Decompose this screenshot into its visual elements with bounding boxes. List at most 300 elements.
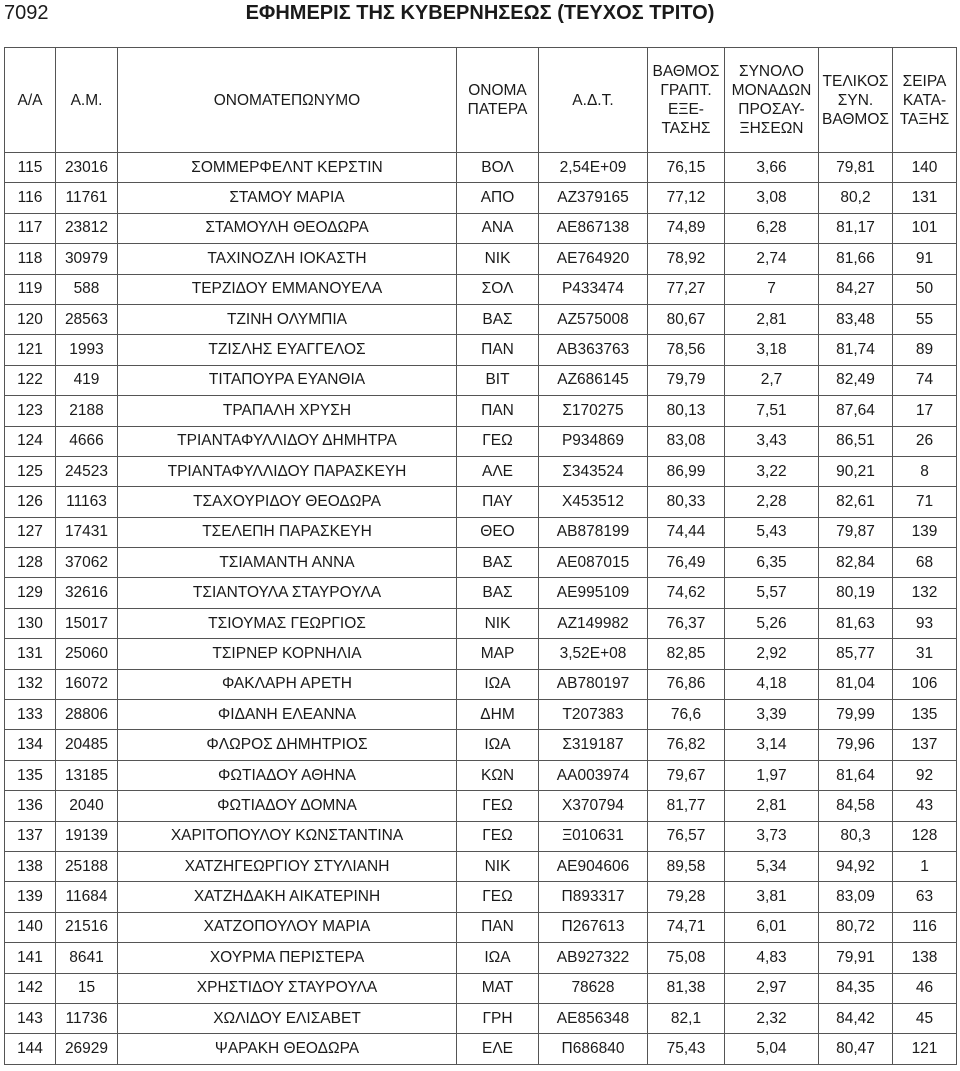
col-father-name-cell: ΓΕΩ [457,821,539,851]
col-rank-cell: 106 [893,669,957,699]
col-am-cell: 4666 [56,426,118,456]
header-line: ΒΑΘΜΟΣ [822,110,889,128]
col-final-grade-cell: 84,35 [819,973,893,1003]
col-bonus-units-cell: 2,7 [725,365,819,395]
col-fullname-cell: ΣΟΜΜΕΡΦΕΛΝΤ ΚΕΡΣΤΙΝ [118,153,457,183]
col-written-grade-cell: 76,86 [648,669,725,699]
col-rank-cell: 91 [893,244,957,274]
col-fullname-cell: ΧΑΡΙΤΟΠΟΥΛΟΥ ΚΩΝΣΤΑΝΤΙΝΑ [118,821,457,851]
col-father-name-cell: ΝΙΚ [457,244,539,274]
col-final-grade-cell: 83,48 [819,304,893,334]
col-aa-cell: 117 [5,213,56,243]
col-written-grade-cell: 80,33 [648,487,725,517]
col-aa-cell: 133 [5,700,56,730]
table-row [5,274,957,304]
col-written-grade-cell: 76,57 [648,821,725,851]
col-final-grade-cell: 79,99 [819,700,893,730]
col-rank-cell: 45 [893,1003,957,1033]
col-id-card-cell: Σ170275 [539,396,648,426]
col-father-name-cell: ΘΕΟ [457,517,539,547]
col-written-grade-cell: 76,15 [648,153,725,183]
col-fullname-cell: ΧΑΤΖΗΓΕΩΡΓΙΟΥ ΣΤΥΛΙΑΝΗ [118,851,457,881]
col-bonus-units-cell: 3,08 [725,183,819,213]
col-aa-cell: 142 [5,973,56,1003]
col-rank-cell: 116 [893,912,957,942]
col-fullname-cell: ΤΙΤΑΠΟΥΡΑ ΕΥΑΝΘΙΑ [118,365,457,395]
col-am-cell: 26929 [56,1034,118,1064]
col-id-card-cell: Ρ433474 [539,274,648,304]
col-final-grade-cell: 79,81 [819,153,893,183]
table-row [5,335,957,365]
col-bonus-units-cell: 2,92 [725,639,819,669]
col-fullname-cell: ΤΣΙΑΝΤΟΥΛΑ ΣΤΑΥΡΟΥΛΑ [118,578,457,608]
col-rank-cell: 74 [893,365,957,395]
col-bonus-units-cell: 4,18 [725,669,819,699]
col-fullname-cell: ΣΤΑΜΟΥ ΜΑΡΙΑ [118,183,457,213]
col-am-cell: 20485 [56,730,118,760]
table-row [5,213,957,243]
col-fullname-cell: ΤΡΙΑΝΤΑΦΥΛΛΙΔΟΥ ΔΗΜΗΤΡΑ [118,426,457,456]
col-written-grade-cell: 82,1 [648,1003,725,1033]
col-am-cell: 25188 [56,851,118,881]
col-fullname-cell: ΦΛΩΡΟΣ ΔΗΜΗΤΡΙΟΣ [118,730,457,760]
col-id-card-cell: ΑΖ575008 [539,304,648,334]
col-written-grade-cell: 74,89 [648,213,725,243]
col-final-grade-cell: 84,58 [819,791,893,821]
col-father-name-cell: ΠΑΝ [457,335,539,365]
page-number: 7092 [4,2,49,24]
col-aa-cell: 137 [5,821,56,851]
col-fullname-cell: ΣΤΑΜΟΥΛΗ ΘΕΟΔΩΡΑ [118,213,457,243]
col-bonus-units-cell: 3,43 [725,426,819,456]
col-am-cell: 24523 [56,456,118,486]
col-final-grade-cell: 82,49 [819,365,893,395]
col-rank-cell: 128 [893,821,957,851]
col-father-name-cell: ΒΑΣ [457,304,539,334]
header-line: ΚΑΤΑ- [902,91,947,109]
col-fullname-cell: ΦΩΤΙΑΔΟΥ ΑΘΗΝΑ [118,760,457,790]
col-am-cell: 17431 [56,517,118,547]
col-bonus-units-cell: 4,83 [725,943,819,973]
col-bonus-units-cell: 3,66 [725,153,819,183]
col-written-grade-cell: 74,62 [648,578,725,608]
table-row [5,487,957,517]
col-am-cell: 37062 [56,548,118,578]
col-fullname-cell: ΤΡΙΑΝΤΑΦΥΛΛΙΔΟΥ ΠΑΡΑΣΚΕΥΗ [118,456,457,486]
col-am-cell: 13185 [56,760,118,790]
col-rank-cell: 31 [893,639,957,669]
col-rank-cell: 68 [893,548,957,578]
header-line: ΓΡΑΠΤ. [660,82,712,99]
col-am-header [56,48,118,153]
col-written-grade-cell: 89,58 [648,851,725,881]
col-aa-cell: 143 [5,1003,56,1033]
col-id-card-cell: Ξ010631 [539,821,648,851]
col-bonus-units-cell: 6,01 [725,912,819,942]
col-rank-cell: 139 [893,517,957,547]
col-rank-cell: 63 [893,882,957,912]
col-bonus-units-cell: 6,35 [725,548,819,578]
header-line: ΤΑΣΗΣ [661,120,711,137]
col-final-grade-cell: 87,64 [819,396,893,426]
col-father-name-cell: ΕΛΕ [457,1034,539,1064]
col-id-card-cell: Σ319187 [539,730,648,760]
col-id-card-cell: Σ343524 [539,456,648,486]
table-row [5,1003,957,1033]
col-am-cell: 15017 [56,608,118,638]
col-rank-cell: 50 [893,274,957,304]
col-father-name-cell: ΓΕΩ [457,882,539,912]
col-am-cell: 28806 [56,700,118,730]
col-am-cell: 25060 [56,639,118,669]
col-written-grade-header [648,48,725,153]
col-father-name-cell: ΓΡΗ [457,1003,539,1033]
col-aa-cell: 144 [5,1034,56,1064]
col-father-name-cell: ΒΑΣ [457,548,539,578]
col-am-cell: 419 [56,365,118,395]
header-row [5,48,957,153]
header-line: Α.Μ. [70,91,103,109]
col-final-grade-cell: 84,27 [819,274,893,304]
col-id-card-cell: Π893317 [539,882,648,912]
results-table [4,47,957,1065]
col-rank-cell: 131 [893,183,957,213]
col-aa-cell: 130 [5,608,56,638]
col-father-name-cell: ΠΑΝ [457,912,539,942]
col-aa-cell: 123 [5,396,56,426]
header-line: ΒΑΘΜΟΣ [652,63,720,80]
col-fullname-cell: ΤΣΑΧΟΥΡΙΔΟΥ ΘΕΟΔΩΡΑ [118,487,457,517]
col-final-grade-cell: 80,3 [819,821,893,851]
col-rank-cell: 121 [893,1034,957,1064]
col-bonus-units-cell: 7,51 [725,396,819,426]
col-id-card-cell: ΑΖ379165 [539,183,648,213]
col-rank-cell: 92 [893,760,957,790]
col-id-card-cell: Π267613 [539,912,648,942]
col-bonus-units-cell: 2,28 [725,487,819,517]
col-id-card-header [539,48,648,153]
col-rank-cell: 26 [893,426,957,456]
header-line: ΣΥΝΟΛΟ [739,63,804,80]
table-row [5,760,957,790]
col-rank-cell: 137 [893,730,957,760]
col-bonus-units-cell: 5,04 [725,1034,819,1064]
header-line: ΟΝΟΜΑ [468,82,527,99]
col-written-grade-cell: 76,49 [648,548,725,578]
col-written-grade-cell: 79,28 [648,882,725,912]
col-father-name-cell: ΜΑΤ [457,973,539,1003]
col-rank-cell: 55 [893,304,957,334]
col-id-card-cell: 3,52E+08 [539,639,648,669]
col-id-card-cell: ΑΑ003974 [539,760,648,790]
col-aa-cell: 132 [5,669,56,699]
col-father-name-cell: ΠΑΥ [457,487,539,517]
col-written-grade-cell: 77,27 [648,274,725,304]
col-written-grade-cell: 76,37 [648,608,725,638]
header-line: ΠΡΟΣΑΥ- [738,101,805,118]
page-header [0,0,960,32]
col-final-grade-cell: 81,66 [819,244,893,274]
col-written-grade-cell: 75,08 [648,943,725,973]
col-rank-cell: 17 [893,396,957,426]
table-row [5,426,957,456]
col-rank-cell: 43 [893,791,957,821]
col-final-grade-header [819,48,893,153]
gazette-title: ΕΦΗΜΕΡΙΣ ΤΗΣ ΚΥΒΕΡΝΗΣΕΩΣ (ΤΕΥΧΟΣ ΤΡΙΤΟ) [245,2,715,24]
header-line: Α/Α [17,91,43,109]
col-aa-cell: 128 [5,548,56,578]
header-line: ΤΕΛΙΚΟΣ [822,72,889,90]
col-aa-cell: 115 [5,153,56,183]
col-bonus-units-cell: 5,43 [725,517,819,547]
col-final-grade-cell: 83,09 [819,882,893,912]
col-am-cell: 11163 [56,487,118,517]
col-final-grade-cell: 79,96 [819,730,893,760]
col-rank-cell: 93 [893,608,957,638]
col-aa-cell: 141 [5,943,56,973]
col-fullname-cell: ΧΡΗΣΤΙΔΟΥ ΣΤΑΥΡΟΥΛΑ [118,973,457,1003]
col-fullname-cell: ΤΣΙΑΜΑΝΤΗ ΑΝΝΑ [118,548,457,578]
col-am-cell: 21516 [56,912,118,942]
col-aa-header [5,48,56,153]
col-fullname-cell: ΧΩΛΙΔΟΥ ΕΛΙΣΑΒΕΤ [118,1003,457,1033]
col-id-card-cell: ΑΕ995109 [539,578,648,608]
table-row [5,700,957,730]
col-id-card-cell: ΑΒ780197 [539,669,648,699]
col-final-grade-cell: 80,72 [819,912,893,942]
col-aa-cell: 135 [5,760,56,790]
col-written-grade-cell: 80,13 [648,396,725,426]
col-father-name-cell: ΓΕΩ [457,426,539,456]
col-fullname-cell: ΤΕΡΖΙΔΟΥ ΕΜΜΑΝΟΥΕΛΑ [118,274,457,304]
col-am-cell: 16072 [56,669,118,699]
table-row [5,791,957,821]
col-bonus-units-cell: 6,28 [725,213,819,243]
col-fullname-cell: ΤΑΧΙΝΟΖΛΗ ΙΟΚΑΣΤΗ [118,244,457,274]
table-row [5,669,957,699]
col-father-name-cell: ΚΩΝ [457,760,539,790]
col-father-name-cell: ΒΙΤ [457,365,539,395]
col-aa-cell: 138 [5,851,56,881]
col-father-name-cell: ΙΩΑ [457,943,539,973]
col-final-grade-cell: 79,91 [819,943,893,973]
col-am-cell: 8641 [56,943,118,973]
col-fullname-cell: ΤΣΕΛΕΠΗ ΠΑΡΑΣΚΕΥΗ [118,517,457,547]
col-rank-cell: 46 [893,973,957,1003]
table-row [5,608,957,638]
col-aa-cell: 131 [5,639,56,669]
col-written-grade-cell: 74,71 [648,912,725,942]
col-final-grade-cell: 81,63 [819,608,893,638]
col-fullname-cell: ΧΑΤΖΗΔΑΚΗ ΑΙΚΑΤΕΡΙΝΗ [118,882,457,912]
col-aa-cell: 136 [5,791,56,821]
col-final-grade-cell: 82,84 [819,548,893,578]
col-am-cell: 588 [56,274,118,304]
col-final-grade-cell: 80,2 [819,183,893,213]
col-aa-cell: 125 [5,456,56,486]
col-fullname-cell: ΧΟΥΡΜΑ ΠΕΡΙΣΤΕΡΑ [118,943,457,973]
col-aa-cell: 140 [5,912,56,942]
table-row [5,882,957,912]
table-row [5,973,957,1003]
col-bonus-units-cell: 5,26 [725,608,819,638]
col-written-grade-cell: 83,08 [648,426,725,456]
col-bonus-units-cell: 3,22 [725,456,819,486]
table-header [5,48,957,153]
col-id-card-cell: 2,54E+09 [539,153,648,183]
col-bonus-units-cell: 2,81 [725,304,819,334]
col-father-name-cell: ΑΠΟ [457,183,539,213]
table-row [5,851,957,881]
col-aa-cell: 122 [5,365,56,395]
col-rank-cell: 89 [893,335,957,365]
col-am-cell: 23812 [56,213,118,243]
col-father-name-cell: ΔΗΜ [457,700,539,730]
col-aa-cell: 120 [5,304,56,334]
header-line: Α.Δ.Τ. [572,91,614,109]
col-father-name-cell: ΣΟΛ [457,274,539,304]
col-rank-cell: 101 [893,213,957,243]
col-am-cell: 19139 [56,821,118,851]
table-row [5,578,957,608]
table-row [5,183,957,213]
col-father-name-cell: ΙΩΑ [457,730,539,760]
col-written-grade-cell: 75,43 [648,1034,725,1064]
table-row [5,456,957,486]
col-am-cell: 11761 [56,183,118,213]
col-rank-cell: 138 [893,943,957,973]
col-written-grade-cell: 76,82 [648,730,725,760]
col-written-grade-cell: 81,38 [648,973,725,1003]
header-line: ΜΟΝΑΔΩΝ [731,82,812,99]
col-aa-cell: 129 [5,578,56,608]
col-fullname-cell: ΧΑΤΖΟΠΟΥΛΟΥ ΜΑΡΙΑ [118,912,457,942]
col-am-cell: 23016 [56,153,118,183]
col-final-grade-cell: 81,74 [819,335,893,365]
col-final-grade-cell: 90,21 [819,456,893,486]
col-id-card-cell: ΑΒ927322 [539,943,648,973]
table-row [5,548,957,578]
col-written-grade-cell: 76,6 [648,700,725,730]
col-bonus-units-cell: 2,81 [725,791,819,821]
col-fullname-cell: ΤΡΑΠΑΛΗ ΧΡΥΣΗ [118,396,457,426]
col-id-card-cell: ΑΒ363763 [539,335,648,365]
table-row [5,821,957,851]
col-aa-cell: 139 [5,882,56,912]
table-row [5,730,957,760]
col-written-grade-cell: 82,85 [648,639,725,669]
col-written-grade-cell: 81,77 [648,791,725,821]
col-written-grade-cell: 74,44 [648,517,725,547]
col-father-name-cell: ΒΑΣ [457,578,539,608]
col-id-card-cell: Τ207383 [539,700,648,730]
col-final-grade-cell: 80,47 [819,1034,893,1064]
col-id-card-cell: ΑΕ087015 [539,548,648,578]
col-written-grade-cell: 78,56 [648,335,725,365]
table-row [5,1034,957,1064]
header-line: ΞΗΣΕΩΝ [739,120,804,137]
col-father-name-cell: ΑΛΕ [457,456,539,486]
col-written-grade-cell: 77,12 [648,183,725,213]
col-id-card-cell: ΑΕ867138 [539,213,648,243]
table-row [5,912,957,942]
col-fullname-cell: ΤΣΙΟΥΜΑΣ ΓΕΩΡΓΙΟΣ [118,608,457,638]
col-father-name-cell: ΝΙΚ [457,851,539,881]
col-bonus-units-cell: 3,81 [725,882,819,912]
col-written-grade-cell: 79,79 [648,365,725,395]
col-id-card-cell: ΑΒ878199 [539,517,648,547]
col-aa-cell: 119 [5,274,56,304]
col-rank-cell: 8 [893,456,957,486]
col-bonus-units-cell: 1,97 [725,760,819,790]
col-fullname-header [118,48,457,153]
col-bonus-units-cell: 5,34 [725,851,819,881]
col-am-cell: 2188 [56,396,118,426]
table-row [5,153,957,183]
col-bonus-units-header [725,48,819,153]
col-final-grade-cell: 81,04 [819,669,893,699]
col-final-grade-cell: 85,77 [819,639,893,669]
header-line: ΠΑΤΕΡΑ [467,101,528,118]
col-written-grade-cell: 80,67 [648,304,725,334]
col-fullname-cell: ΨΑΡΑΚΗ ΘΕΟΔΩΡΑ [118,1034,457,1064]
col-father-name-cell: ΙΩΑ [457,669,539,699]
col-fullname-cell: ΤΖΙΝΗ ΟΛΥΜΠΙΑ [118,304,457,334]
col-father-name-cell: ΒΟΛ [457,153,539,183]
col-am-cell: 30979 [56,244,118,274]
col-aa-cell: 121 [5,335,56,365]
col-rank-header [893,48,957,153]
col-fullname-cell: ΤΣΙΡΝΕΡ ΚΟΡΝΗΛΙΑ [118,639,457,669]
col-rank-cell: 140 [893,153,957,183]
col-father-name-cell: ΓΕΩ [457,791,539,821]
table-body [5,153,957,1065]
col-id-card-cell: ΑΖ686145 [539,365,648,395]
col-bonus-units-cell: 3,14 [725,730,819,760]
col-id-card-cell: ΑΖ149982 [539,608,648,638]
header-line: ΤΑΞΗΣ [899,110,950,128]
col-final-grade-cell: 94,92 [819,851,893,881]
col-bonus-units-cell: 2,74 [725,244,819,274]
col-father-name-cell: ΜΑΡ [457,639,539,669]
col-bonus-units-cell: 7 [725,274,819,304]
col-final-grade-cell: 81,17 [819,213,893,243]
col-aa-cell: 124 [5,426,56,456]
table-row [5,639,957,669]
header-line: ΕΞΕ- [668,101,704,118]
col-bonus-units-cell: 3,73 [725,821,819,851]
col-aa-cell: 126 [5,487,56,517]
col-fullname-cell: ΦΩΤΙΑΔΟΥ ΔΟΜΝΑ [118,791,457,821]
col-fullname-cell: ΤΖΙΣΛΗΣ ΕΥΑΓΓΕΛΟΣ [118,335,457,365]
col-fullname-cell: ΦΙΔΑΝΗ ΕΛΕΑΝΝΑ [118,700,457,730]
col-am-cell: 11736 [56,1003,118,1033]
col-final-grade-cell: 86,51 [819,426,893,456]
col-aa-cell: 127 [5,517,56,547]
col-bonus-units-cell: 2,32 [725,1003,819,1033]
col-father-name-header [457,48,539,153]
col-bonus-units-cell: 3,18 [725,335,819,365]
table-row [5,517,957,547]
col-aa-cell: 116 [5,183,56,213]
col-id-card-cell: Χ370794 [539,791,648,821]
table-row [5,396,957,426]
col-id-card-cell: Π686840 [539,1034,648,1064]
col-am-cell: 32616 [56,578,118,608]
col-father-name-cell: ΑΝΑ [457,213,539,243]
col-id-card-cell: ΑΕ904606 [539,851,648,881]
col-bonus-units-cell: 2,97 [725,973,819,1003]
